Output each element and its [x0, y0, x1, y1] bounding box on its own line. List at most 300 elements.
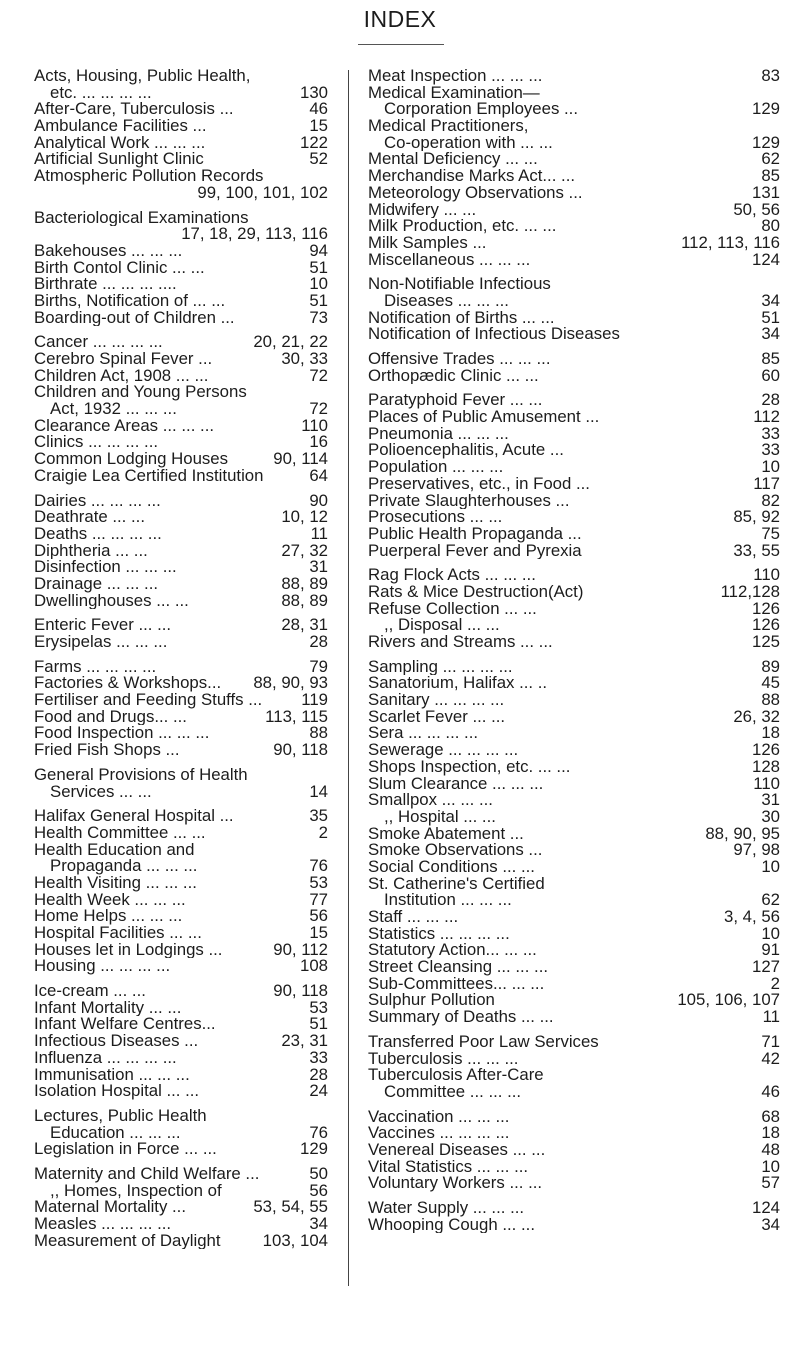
index-entry — [368, 923, 780, 943]
entry-text: Smoke Abatement ... — [368, 825, 524, 843]
index-entry — [34, 706, 328, 726]
entry-pages: 80 — [761, 216, 780, 236]
index-entry — [34, 415, 328, 435]
entry-pages: 30, 33 — [281, 349, 328, 368]
section-gap — [368, 343, 780, 351]
entry-pages: 31 — [761, 790, 780, 810]
entry-text: Corporation Employees ... — [384, 101, 579, 119]
entry-pages: 24 — [309, 1081, 328, 1101]
entry-pages: 53 — [309, 872, 328, 892]
entry-text: Vital Statistics ... ... ... — [368, 1158, 529, 1176]
index-entry — [368, 326, 780, 343]
entry-text: Atmospheric Pollution Records — [34, 168, 264, 185]
entry-text: Propaganda ... ... ... — [50, 858, 198, 875]
entry-text: Preservatives, etc., in Food ... — [368, 475, 590, 493]
index-entry — [34, 1064, 328, 1084]
index-entry — [34, 82, 328, 102]
index-entry — [34, 182, 328, 202]
entry-pages: 85, 92 — [733, 507, 780, 527]
section-gap — [34, 1158, 328, 1166]
entry-pages: 89 — [761, 656, 780, 676]
entry-text: Health Education and — [34, 841, 195, 859]
index-entry — [34, 290, 328, 310]
entry-text: Summary of Deaths ... ... — [368, 1009, 554, 1026]
index-entry — [34, 958, 328, 975]
entry-pages: 85 — [761, 349, 780, 368]
entry-pages: 88, 89 — [281, 590, 328, 610]
entry-text: Statutory Action... ... ... — [368, 942, 537, 960]
entry-pages: 88 — [761, 690, 780, 710]
entry-text: ,, Homes, Inspection of — [50, 1182, 222, 1200]
entry-pages: 18 — [761, 723, 780, 743]
entry-text: Tuberculosis After-Care — [368, 1067, 544, 1084]
entry-text: Rag Flock Acts ... ... ... — [368, 567, 536, 584]
index-entry — [34, 1199, 328, 1216]
index-entry — [34, 401, 328, 418]
entry-text: Committee ... ... ... — [384, 1083, 522, 1101]
entry-text: Social Conditions ... ... — [368, 858, 535, 876]
index-entry — [34, 276, 328, 293]
entry-pages: 30 — [761, 806, 780, 826]
entry-pages: 34 — [761, 290, 780, 310]
entry-pages: 129 — [752, 132, 780, 152]
entry-text: Voluntary Workers ... ... — [368, 1175, 543, 1192]
index-entry — [34, 872, 328, 892]
entry-pages: 33, 55 — [733, 540, 780, 560]
entry-pages: 10 — [309, 274, 328, 294]
entry-pages: 10, 12 — [281, 507, 328, 527]
entry-pages: 46 — [761, 1081, 780, 1101]
index-entry — [368, 459, 780, 476]
entry-pages: 26, 32 — [733, 706, 780, 726]
entry-text: Sewerage ... ... ... ... — [368, 742, 519, 759]
index-entry — [34, 822, 328, 842]
entry-pages: 88, 90, 95 — [705, 823, 780, 843]
entry-pages: 112, 113, 116 — [681, 232, 780, 252]
entry-text: Tuberculosis ... ... ... — [368, 1050, 519, 1068]
index-entry — [368, 490, 780, 510]
entry-text: Enteric Fever ... ... — [34, 617, 172, 634]
index-entry — [368, 856, 780, 876]
entry-pages: 112 — [753, 407, 780, 427]
entry-text: Shops Inspection, etc. ... ... — [368, 758, 571, 776]
entry-text: Houses let in Lodgings ... — [34, 941, 223, 959]
entry-pages: 11 — [762, 1007, 780, 1027]
entry-text: Bakehouses ... ... ... — [34, 242, 183, 260]
index-entry — [34, 101, 328, 118]
entry-text: Sampling ... ... ... ... — [368, 658, 513, 676]
entry-text: Refuse Collection ... ... — [368, 600, 537, 618]
section-gap — [368, 1192, 780, 1200]
entry-text: Sulphur Pollution — [368, 992, 495, 1010]
entry-text: Dwellinghouses ... ... — [34, 592, 189, 610]
entry-text: Education ... ... ... — [50, 1124, 181, 1142]
entry-text: Fertiliser and Feeding Stuffs ... — [34, 692, 263, 709]
entry-pages: 10 — [761, 1156, 780, 1176]
section-gap — [34, 1100, 328, 1108]
entry-text: Health Visiting ... ... ... — [34, 874, 197, 892]
entry-text: Vaccination ... ... ... — [368, 1108, 510, 1126]
entry-text: Water Supply ... ... ... — [368, 1200, 525, 1217]
index-entry — [368, 1156, 780, 1176]
index-entry — [368, 959, 780, 976]
entry-text: Food and Drugs... ... — [34, 708, 187, 726]
entry-text: Ice-cream ... ... — [34, 983, 146, 1000]
entry-text: After-Care, Tuberculosis ... — [34, 101, 234, 119]
index-entry — [368, 725, 780, 742]
entry-pages: 79 — [309, 656, 328, 676]
entry-pages: 14 — [309, 781, 328, 801]
index-entry — [368, 409, 780, 426]
title-underline — [358, 44, 444, 45]
entry-text: Hospital Facilities ... ... — [34, 925, 202, 942]
entry-pages: 50, 56 — [733, 199, 780, 219]
index-entry — [34, 617, 328, 634]
index-entry — [368, 182, 780, 202]
section-gap — [34, 800, 328, 808]
index-entry — [34, 1047, 328, 1067]
index-entry — [368, 442, 780, 459]
column-divider — [348, 70, 349, 1286]
entry-pages: 23, 31 — [281, 1031, 328, 1051]
index-entry — [368, 892, 780, 909]
entry-pages: 3, 4, 56 — [724, 907, 780, 926]
index-entry — [34, 842, 328, 859]
entry-pages: 108 — [300, 956, 328, 976]
entry-pages: 34 — [761, 1214, 780, 1234]
entry-pages: 112,128 — [720, 581, 780, 601]
entry-text: Paratyphoid Fever ... ... — [368, 392, 543, 410]
entry-pages: 51 — [309, 1014, 328, 1034]
entry-pages: 90, 118 — [273, 981, 328, 1001]
entry-pages: 18 — [761, 1123, 780, 1143]
index-entry — [34, 590, 328, 610]
index-entry — [368, 1125, 780, 1142]
entry-pages: 72 — [309, 399, 328, 419]
entry-pages: 62 — [761, 149, 780, 169]
index-entry — [34, 1083, 328, 1100]
section-gap — [368, 559, 780, 567]
entry-pages: 46 — [309, 99, 328, 119]
entry-pages: 122 — [300, 132, 328, 152]
entry-pages: 15 — [309, 116, 328, 136]
entry-text: Acts, Housing, Public Health, — [34, 68, 251, 85]
entry-text: Puerperal Fever and Pyrexia — [368, 542, 582, 560]
entry-pages: 10 — [761, 856, 780, 876]
index-entry — [368, 992, 780, 1009]
entry-text: Artificial Sunlight Clinic — [34, 151, 204, 169]
entry-text: Infectious Diseases ... — [34, 1033, 199, 1050]
entry-text: Smallpox ... ... ... — [368, 792, 493, 809]
entry-pages: 2 — [318, 822, 328, 842]
index-entry — [368, 598, 780, 618]
entry-text: Transferred Poor Law Services — [368, 1033, 599, 1051]
entry-pages: 72 — [309, 365, 328, 385]
index-entry — [34, 540, 328, 560]
section-gap — [34, 485, 328, 493]
entry-pages: 33 — [309, 1047, 328, 1067]
entry-pages: 113, 115 — [265, 706, 328, 726]
entry-pages: 129 — [300, 1139, 328, 1159]
index-entry — [368, 423, 780, 443]
entry-pages: 11 — [310, 523, 328, 543]
index-entry — [368, 656, 780, 676]
entry-pages: 10 — [761, 923, 780, 943]
entry-text: etc. ... ... ... ... — [50, 84, 152, 102]
entry-text: Institution ... ... ... — [384, 892, 512, 909]
entry-text: Maternity and Child Welfare ... — [34, 1165, 260, 1183]
index-entry — [34, 1108, 328, 1125]
index-entry — [368, 1106, 780, 1126]
entry-text: Cancer ... ... ... ... — [34, 334, 163, 351]
entry-text: Home Helps ... ... ... — [34, 908, 183, 925]
entry-pages: 94 — [309, 240, 328, 260]
entry-pages: 56 — [309, 1180, 328, 1200]
index-entry — [368, 617, 780, 634]
entry-text: Statistics ... ... ... ... — [368, 925, 510, 943]
entry-pages: 56 — [309, 906, 328, 926]
entry-text: ,, Hospital ... ... — [384, 808, 496, 826]
entry-pages: 34 — [309, 1214, 328, 1233]
section-gap — [368, 384, 780, 392]
entry-pages: 2 — [770, 973, 780, 993]
index-entry — [368, 792, 780, 809]
index-entry — [368, 675, 780, 692]
index-entry — [368, 307, 780, 327]
entry-text: Diphtheria ... ... — [34, 542, 148, 560]
index-entry — [368, 151, 780, 168]
index-entry — [34, 997, 328, 1017]
index-entry — [34, 132, 328, 152]
entry-pages: 34 — [761, 324, 780, 344]
entry-text: Influenza ... ... ... ... — [34, 1049, 177, 1067]
index-entry — [368, 1048, 780, 1068]
index-entry — [368, 942, 780, 959]
entry-pages: 28 — [309, 632, 328, 651]
entry-pages: 73 — [309, 307, 328, 327]
entry-text: Slum Clearance ... ... ... — [368, 775, 544, 793]
index-entry — [34, 226, 328, 243]
entry-text: Sera ... ... ... ... — [368, 725, 479, 743]
section-gap — [368, 1026, 780, 1034]
entry-text: Private Slaughterhouses ... — [368, 492, 570, 510]
index-entry — [368, 276, 780, 293]
entry-text: Notification of Infectious Diseases — [368, 326, 620, 343]
entry-text: ,, Disposal ... ... — [384, 617, 500, 634]
entry-pages: 99, 100, 101, 102 — [197, 182, 328, 202]
entry-text: Medical Practitioners, — [368, 118, 529, 135]
index-entry — [368, 290, 780, 310]
entry-text: Scarlet Fever ... ... — [368, 708, 506, 726]
entry-text: Act, 1932 ... ... ... — [50, 401, 177, 418]
entry-pages: 57 — [761, 1173, 780, 1193]
index-entry — [368, 1067, 780, 1084]
entry-text: Factories & Workshops... — [34, 675, 222, 693]
index-entry — [368, 540, 780, 560]
index-entry — [368, 392, 780, 409]
index-entry — [34, 889, 328, 909]
index-entry — [368, 199, 780, 219]
entry-pages: 130 — [300, 82, 328, 102]
entry-text: Children and Young Persons — [34, 384, 247, 402]
index-entry — [368, 1139, 780, 1159]
entry-text: Common Lodging Houses — [34, 451, 229, 468]
index-column-right — [368, 68, 780, 1233]
entry-text: Sanitary ... ... ... ... — [368, 692, 505, 709]
entry-text: Meteorology Observations ... — [368, 184, 583, 202]
entry-text: Food Inspection ... ... ... — [34, 725, 210, 743]
entry-pages: 129 — [752, 99, 780, 119]
entry-pages: 48 — [761, 1139, 780, 1159]
entry-text: Vaccines ... ... ... ... — [368, 1125, 510, 1142]
index-entry — [368, 101, 780, 118]
entry-pages: 35 — [309, 806, 328, 826]
entry-text: Offensive Trades ... ... ... — [368, 351, 551, 368]
entry-text: Farms ... ... ... ... — [34, 658, 157, 676]
entry-text: Maternal Mortality ... — [34, 1199, 187, 1216]
entry-text: Immunisation ... ... ... — [34, 1066, 190, 1084]
entry-pages: 76 — [309, 856, 328, 876]
entry-pages: 103, 104 — [262, 1230, 328, 1250]
entry-text: Public Health Propaganda ... — [368, 525, 582, 543]
entry-text: Smoke Observations ... — [368, 842, 543, 859]
entry-pages: 85 — [761, 166, 780, 186]
entry-pages: 71 — [761, 1031, 780, 1051]
entry-text: Dairies ... ... ... ... — [34, 492, 161, 510]
entry-pages: 83 — [761, 66, 780, 85]
entry-pages: 28, 31 — [281, 615, 328, 635]
entry-text: Legislation in Force ... ... — [34, 1141, 217, 1158]
entry-pages: 27, 32 — [281, 540, 328, 560]
index-entry — [368, 742, 780, 759]
entry-text: Miscellaneous ... ... ... — [368, 251, 531, 269]
entry-pages: 127 — [752, 957, 780, 977]
entry-pages: 76 — [309, 1122, 328, 1142]
section-gap — [34, 202, 328, 210]
entry-pages: 105, 106, 107 — [677, 990, 780, 1010]
entry-text: Milk Production, etc. ... ... — [368, 218, 557, 235]
index-entry — [368, 1081, 780, 1101]
entry-pages: 126 — [752, 615, 780, 635]
entry-text: Rats & Mice Destruction(Act) — [368, 583, 584, 601]
index-entry — [368, 365, 780, 385]
entry-pages: 77 — [309, 889, 328, 909]
entry-text: Services ... ... — [50, 783, 152, 801]
index-column-left — [34, 68, 328, 1249]
index-entry — [368, 132, 780, 152]
entry-text: Polioencephalitis, Acute ... — [368, 442, 564, 460]
index-entry — [34, 858, 328, 875]
entry-text: Places of Public Amusement ... — [368, 409, 600, 426]
entry-text: Disinfection ... ... ... — [34, 559, 177, 576]
entry-pages: 31 — [309, 557, 328, 577]
section-gap — [34, 759, 328, 767]
entry-text: Analytical Work ... ... ... — [34, 134, 206, 152]
entry-text: Staff ... ... ... — [368, 909, 459, 926]
entry-text: Midwifery ... ... — [368, 201, 477, 219]
entry-text: Measurement of Daylight — [34, 1232, 221, 1250]
section-gap — [368, 651, 780, 659]
index-entry — [368, 1200, 780, 1217]
entry-text: Sanatorium, Halifax ... .. — [368, 675, 548, 693]
entry-pages: 110 — [753, 565, 780, 585]
entry-pages: 10 — [761, 457, 780, 477]
entry-pages: 128 — [752, 756, 780, 776]
entry-text: Rivers and Streams ... ... — [368, 634, 553, 651]
index-entry — [34, 675, 328, 692]
entry-text: Deathrate ... ... — [34, 509, 145, 526]
entry-text: Lectures, Public Health — [34, 1107, 207, 1125]
entry-text: Birth Contol Clinic ... ... — [34, 259, 205, 277]
entry-text: Co-operation with ... ... — [384, 134, 553, 152]
entry-text: Isolation Hospital ... ... — [34, 1083, 200, 1100]
index-entry — [34, 118, 328, 135]
index-entry — [34, 351, 328, 368]
entry-pages: 124 — [752, 249, 780, 269]
entry-text: St. Catherine's Certified — [368, 875, 545, 893]
index-entry — [34, 257, 328, 277]
index-entry — [368, 634, 780, 651]
entry-pages: 53 — [309, 997, 328, 1017]
entry-text: Whooping Cough ... ... — [368, 1216, 535, 1234]
entry-text: Infant Welfare Centres... — [34, 1016, 216, 1034]
entry-pages: 33 — [761, 423, 780, 443]
index-entry — [34, 151, 328, 168]
index-entry — [34, 451, 328, 468]
index-entry — [368, 823, 780, 843]
entry-text: Street Cleansing ... ... ... — [368, 959, 549, 976]
entry-pages: 88 — [309, 723, 328, 743]
entry-pages: 28 — [309, 1064, 328, 1084]
entry-pages: 90, 118 — [273, 740, 328, 760]
entry-pages: 16 — [309, 432, 328, 452]
index-entry — [368, 118, 780, 135]
index-entry — [368, 692, 780, 709]
entry-text: Health Week ... ... ... — [34, 891, 186, 909]
entry-pages: 117 — [753, 473, 780, 493]
entry-pages: 88, 90, 93 — [253, 673, 328, 693]
index-entry — [368, 567, 780, 584]
index-entry — [34, 1230, 328, 1250]
entry-pages: 110 — [753, 773, 780, 793]
entry-pages: 15 — [309, 923, 328, 942]
index-entry — [368, 523, 780, 543]
index-entry — [34, 808, 328, 825]
index-entry — [368, 1175, 780, 1192]
entry-pages: 50 — [309, 1163, 328, 1183]
section-gap — [368, 268, 780, 276]
section-gap — [368, 1101, 780, 1109]
entry-pages: 125 — [752, 632, 780, 651]
entry-pages: 82 — [761, 490, 780, 510]
index-entry — [368, 756, 780, 776]
index-entry — [34, 1122, 328, 1142]
index-entry — [34, 384, 328, 401]
index-entry — [368, 232, 780, 252]
index-entry — [34, 634, 328, 651]
index-entry — [34, 1141, 328, 1158]
index-entry — [34, 307, 328, 327]
index-entry — [34, 908, 328, 925]
index-entry — [368, 876, 780, 893]
entry-pages: 91 — [761, 940, 780, 960]
entry-pages: 68 — [761, 1106, 780, 1126]
index-entry — [34, 465, 328, 485]
entry-text: Drainage ... ... ... — [34, 575, 159, 593]
entry-text: Ambulance Facilities ... — [34, 118, 207, 135]
entry-pages: 97, 98 — [733, 840, 780, 860]
entry-text: Health Committee ... ... — [34, 824, 206, 842]
